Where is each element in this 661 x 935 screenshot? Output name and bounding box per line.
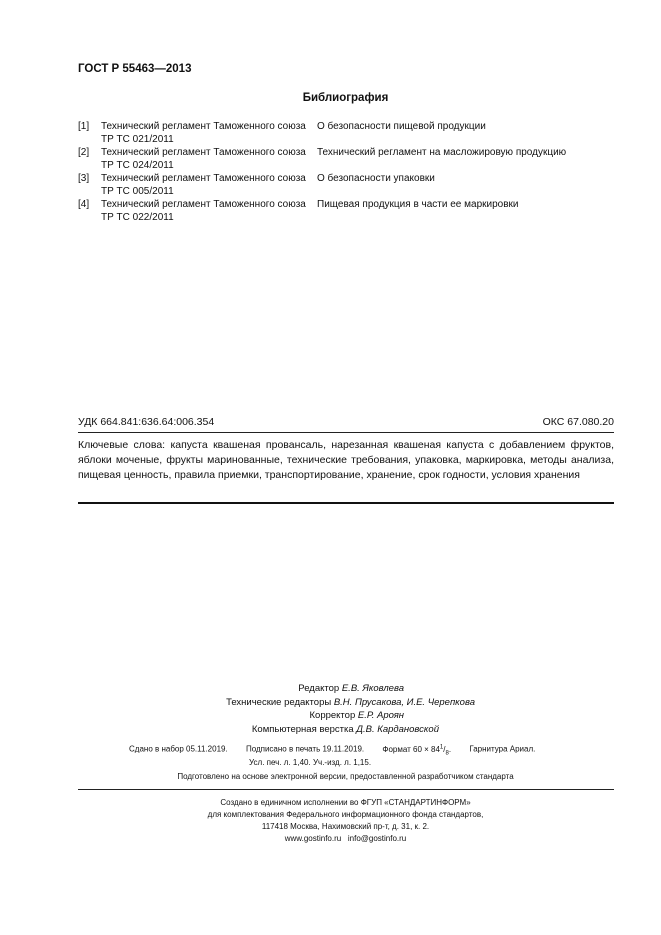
email-link[interactable]: info@gostinfo.ru xyxy=(347,834,407,843)
document-code: ГОСТ Р 55463—2013 xyxy=(78,63,192,75)
ref-number: [4] xyxy=(78,199,90,210)
print-sheets: Усл. печ. л. 1,40. xyxy=(249,758,311,767)
ref-number: [1] xyxy=(78,121,90,132)
sheets-details xyxy=(249,758,371,767)
editor-line xyxy=(0,682,661,696)
publisher-line: Создано в единичном исполнении во ФГУП «СТАНДАРТИНФОРМ» xyxy=(220,798,471,807)
editorial-staff xyxy=(0,682,661,736)
okc-code: ОКС 67.080.20 xyxy=(542,416,614,428)
ref-source-code: ТР ТС 005/2011 xyxy=(101,185,174,197)
publisher-footer xyxy=(0,797,661,845)
corrector-label: Корректор xyxy=(309,710,356,721)
ref-title: О безопасности упаковки xyxy=(317,173,435,184)
editor-name: Е.В. Яковлева xyxy=(341,683,404,694)
layout-line xyxy=(0,723,661,737)
layout-label: Компьютерная верстка xyxy=(251,723,354,735)
format-numerator: 1 xyxy=(439,744,444,750)
format-denominator: 8 xyxy=(445,750,449,757)
layout-name: Д.В. Кардановской xyxy=(356,723,439,735)
divider-line xyxy=(78,789,614,790)
website-link[interactable]: www.gostinfo.ru xyxy=(284,834,342,843)
format-slash: / xyxy=(443,744,446,754)
format-end: . xyxy=(448,744,452,754)
typeface-info: Гарнитура Ариал. xyxy=(469,744,536,754)
ref-number: [3] xyxy=(78,173,90,184)
set-date: Сдано в набор 05.11.2019. xyxy=(129,744,228,754)
ref-title: О безопасности пищевой продукции xyxy=(317,121,486,132)
publisher-address: 117418 Москва, Нахимовский пр-т, д. 31, к. 2. xyxy=(261,822,430,831)
ref-source-line: Технический регламент Таможенного союза xyxy=(101,199,306,210)
format-label: Формат 60 × 84 xyxy=(382,744,440,754)
ref-source-code: ТР ТС 022/2011 xyxy=(101,211,174,223)
format-info xyxy=(382,744,452,757)
publisher-contacts xyxy=(30,833,661,845)
print-details xyxy=(129,744,535,756)
ref-number: [2] xyxy=(78,147,90,158)
ref-title: Пищевая продукция в части ее маркировки xyxy=(317,199,519,210)
divider-line xyxy=(78,432,614,433)
editor-label: Редактор xyxy=(298,683,340,694)
ref-source-line: Технический регламент Таможенного союза xyxy=(101,173,306,184)
divider-line-bold xyxy=(78,502,614,504)
ref-source xyxy=(101,121,316,146)
tech-editors-label: Технические редакторы xyxy=(226,696,332,708)
keywords-text: Ключевые слова: капуста квашеная провансаль, нарезанная квашеная капуста с добавлением фруктов, яблоки моченые, фрукты маринованные, технические требования, упаковка, маркировка, методы анализа, пищевая ценность, правила приемки, транспортирование, хранение, срок годности, условия хранения xyxy=(78,439,614,481)
ref-source-line: Технический регламент Таможенного союза xyxy=(101,147,306,158)
tech-editors-line xyxy=(0,696,661,710)
ref-source-code: ТР ТС 024/2011 xyxy=(101,159,174,171)
ref-source xyxy=(101,147,316,172)
publisher-purpose: для комплектования Федерального информационного фонда стандартов, xyxy=(207,810,484,819)
signed-date: Подписано в печать 19.11.2019. xyxy=(245,744,365,754)
corrector-name: Е.Р. Ароян xyxy=(357,710,404,721)
udc-code: УДК 664.841:636.64:006.354 xyxy=(78,416,215,428)
edition-sheets: Уч.-изд. л. 1,15. xyxy=(312,758,372,767)
prepared-note: Подготовлено на основе электронной версии, предоставленной разработчиком стандарта xyxy=(177,772,514,781)
corrector-line xyxy=(0,709,661,723)
bibliography-title: Библиография xyxy=(302,92,389,104)
ref-source xyxy=(101,199,316,224)
ref-title: Технический регламент на масложировую продукцию xyxy=(317,147,567,158)
ref-source-line: Технический регламент Таможенного союза xyxy=(101,121,306,132)
ref-source-code: ТР ТС 021/2011 xyxy=(101,133,174,145)
tech-editors-names: В.Н. Прусакова, И.Е. Черепкова xyxy=(333,696,475,708)
ref-source xyxy=(101,173,316,198)
